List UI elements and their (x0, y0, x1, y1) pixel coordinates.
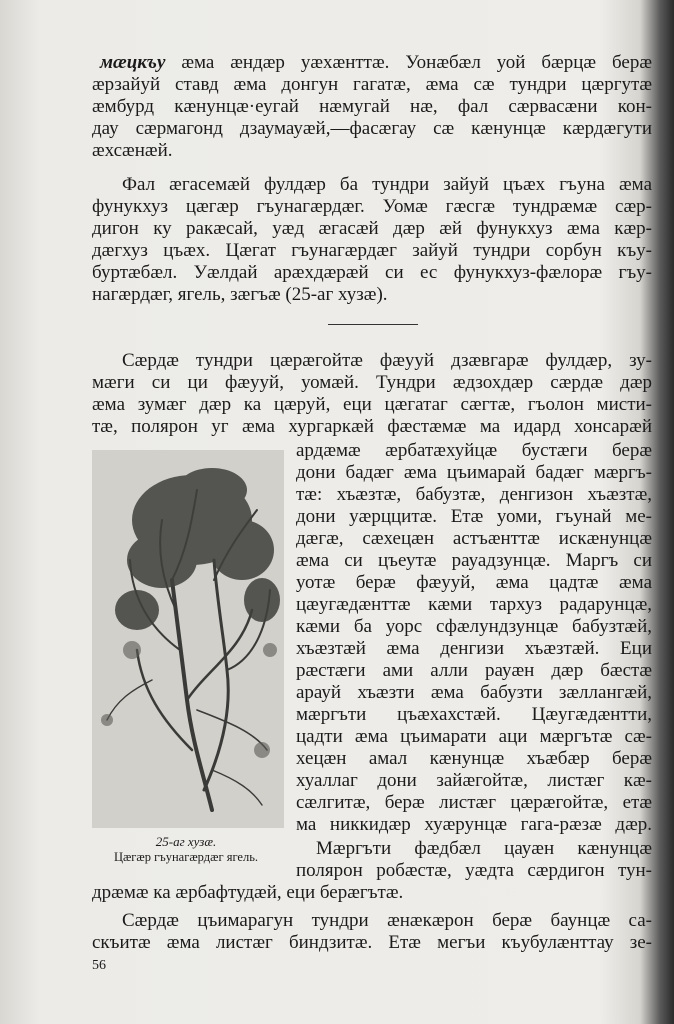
text-line: тæ, полярон уг æма хургаркæй фæстæмæ ма идард хонсарæй (92, 416, 652, 437)
figure-caption: Цæгæр гъунагæрдæг ягель. (113, 850, 259, 864)
text-line: дони бадæг æма цъимарай бадæг мæргъ- (296, 462, 652, 483)
text-line: скъитæ æма листæг биндзитæ. Етæ мегъи къубулæнттау зе- (92, 932, 652, 953)
text-line: ардæмæ æрбатæхуйцæ бустæги берæ (296, 440, 652, 461)
text-line: мæргъти цъæхахстæй. Цæугæдæнтти, (296, 704, 652, 725)
text-line: дрæмæ ка æрбафтудæй, еци берæгътæ. (92, 882, 404, 903)
text-line: хъæзтæй æма денгизи хъæзтæй. Еци (296, 638, 652, 659)
text-line: арауй хъæзти æма бабузти зæллангæй, (296, 682, 652, 703)
text-line: мæцкъу æма æндæр уæхæнттæ. Уонæбæл уой бæрцæ берæ (100, 52, 652, 73)
text-line: буртæбæл. Уæлдай арæхдæрæй си ес фунукхуз-фæлорæ гъу- (92, 262, 652, 283)
text-line: æхсæнæй. (92, 140, 173, 161)
text-line: дони уæрццитæ. Етæ уоми, гъунай ме- (296, 506, 652, 527)
text-line: хуаллаг дони зайæгойтæ, листæг кæ- (296, 770, 652, 791)
emphasized-word: мæцкъу (100, 52, 166, 73)
figure-number: 25-аг хузæ. (155, 834, 217, 849)
text-line: мæги си ци фæууй, уомæй. Тундри æдзохдæр сæрдæ дæр (92, 372, 652, 393)
text-line: тæ: хъæзтæ, бабузтæ, денгизон хъæзтæ, (296, 484, 652, 505)
text-line: дæгæ, сæхецæн астъæнттæ искæнунцæ (296, 528, 652, 549)
text-line: æмбурд кæнунцæ·еугай нæмугай нæ, фал сæрвасæни кон- (92, 96, 652, 117)
text-line: Сæрдæ тундри цæрæгойтæ фæууй дзæвгарæ фулдæр, зу- (122, 350, 652, 371)
text-line: Сæрдæ цъимарагун тундри æнæкæрон берæ баунцæ са- (122, 910, 652, 931)
text-line: дигон ку ракæсай, уæд æгасæй дæр æй фунукхуз æма кæр- (92, 218, 652, 239)
text-line: Мæргъти фæдбæл цауæн кæнунцæ (316, 838, 652, 859)
text-line: ма никкидæр хуæрунцæ гага-рæзæ дæр. (296, 814, 652, 835)
text-line: фунукхуз цæгæр гъунагæрдæг. Уомæ гæсгæ тундрæмæ сæр- (92, 196, 652, 217)
text-line: цæугæдæнттæ кæми тархуз радарунцæ, (296, 594, 652, 615)
text-line: рæстæги ами алли рауæн дæр бæстæ (296, 660, 652, 681)
text-line: æма зумæг дæр ка цæруй, еци цæгатаг сæгтæ, гъолон мисти- (92, 394, 652, 415)
text-line: дау сæрмагонд дзаумауæй,—фасæгау сæ кæнунцæ кæрдæгути (92, 118, 652, 139)
text-line: Фал æгасемæй фулдæр ба тундри зайуй цъæх гъуна æма (122, 174, 652, 195)
text-line: полярон робæстæ, уæдта сæрдигон тун- (296, 860, 652, 881)
text-line: кæми ба уорс сфæлундзунцæ бабузтæй, (296, 616, 652, 637)
text-line: уотæ берæ фæууй, æма цадтæ æма (296, 572, 652, 593)
lichen-drawing (92, 450, 284, 828)
section-divider (328, 324, 418, 325)
text-line: нагæрдæг, ягель, зæгъæ (25-аг хузæ). (92, 284, 388, 305)
text-line: сæлгитæ, берæ листæг цæрæгойтæ, етæ (296, 792, 652, 813)
text-line: æрзайуй ставд æма донгун гагатæ, æма сæ тундри цæргутæ (92, 74, 652, 95)
lichen-illustration (92, 450, 284, 828)
page-number: 56 (92, 958, 106, 973)
text-line: хецæн амал кæнунцæ хъæбæр берæ (296, 748, 652, 769)
text-line: æма си цъеутæ рауадзунцæ. Маргъ си (296, 550, 652, 571)
text-line: цадти æма цъимарати аци мæргътæ сæ- (296, 726, 652, 747)
text-line: дæгхуз цъæх. Цæгат гъунагæрдæг зайуй тундри сорбун къу- (92, 240, 652, 261)
